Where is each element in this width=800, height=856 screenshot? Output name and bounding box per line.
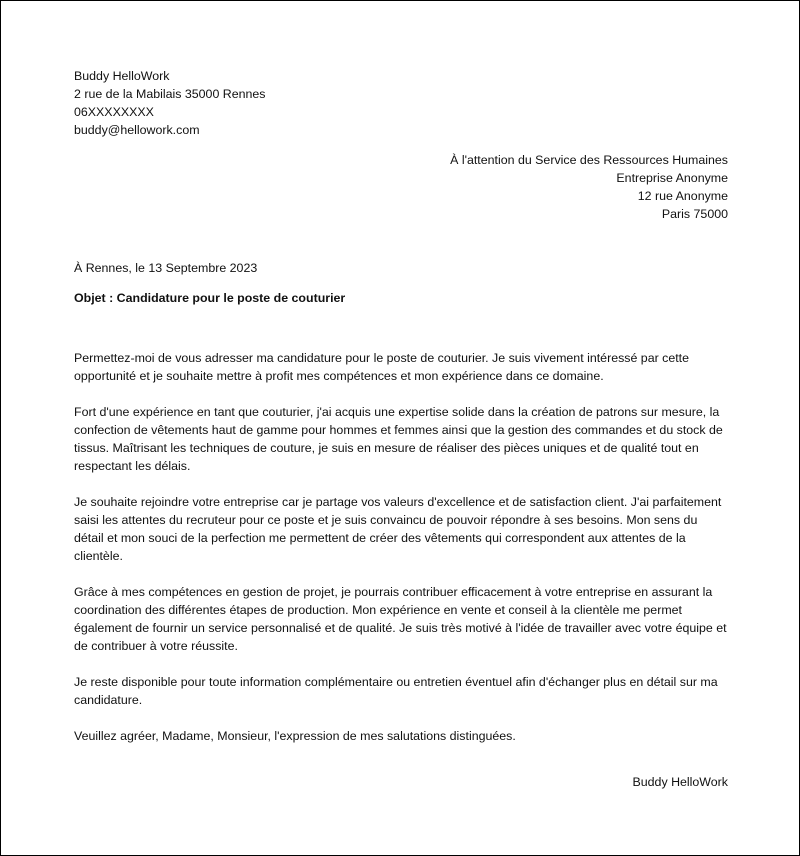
subject-line: Objet : Candidature pour le poste de couturier bbox=[74, 291, 346, 305]
paragraph: Permettez-moi de vous adresser ma candidature pour le poste de couturier. Je suis vivement intéressé par cette opportunité et je souhaite mettre à profit mes compétences et mon expérience dans ce domaine. bbox=[74, 351, 690, 383]
recipient-company: Entreprise Anonyme bbox=[616, 171, 728, 185]
signature: Buddy HelloWork bbox=[632, 775, 728, 789]
sender-name: Buddy HelloWork bbox=[74, 69, 170, 83]
paragraph: Veuillez agréer, Madame, Monsieur, l'expression de mes salutations distinguées. bbox=[74, 729, 516, 743]
recipient-attention: À l'attention du Service des Ressources Humaines bbox=[450, 153, 728, 167]
paragraph: Fort d'une expérience en tant que couturier, j'ai acquis une expertise solide dans la création de patrons sur mesure, la confection de vêtements haut de gamme pour hommes et femmes ainsi que la gestion des commandes et du stock de tissus. Maîtrisant les techniques de couture, je suis en mesure de réaliser des pièces uniques et de qualité tout en respectant les délais. bbox=[74, 405, 723, 473]
sender-phone: 06XXXXXXXX bbox=[74, 105, 154, 119]
letter-page bbox=[74, 67, 728, 791]
paragraph: Je reste disponible pour toute information complémentaire ou entretien éventuel afin d'échanger plus en détail sur ma candidature. bbox=[74, 675, 718, 707]
sender-address: 2 rue de la Mabilais 35000 Rennes bbox=[74, 87, 266, 101]
paragraph: Grâce à mes compétences en gestion de projet, je pourrais contribuer efficacement à votre entreprise en assurant la coordination des différentes étapes de production. Mon expérience en vente et conseil à la clientèle me permet également de fournir un service personnalisé et de qualité. Je suis très motivé à l'idée de travailler avec votre équipe et de contribuer à votre réussite. bbox=[74, 585, 727, 653]
recipient-city: Paris 75000 bbox=[661, 207, 728, 221]
sender-block bbox=[74, 67, 728, 139]
date-line: À Rennes, le 13 Septembre 2023 bbox=[74, 261, 258, 275]
sender-email: buddy@hellowork.com bbox=[74, 123, 200, 137]
paragraph: Je souhaite rejoindre votre entreprise car je partage vos valeurs d'excellence et de satisfaction client. J'ai parfaitement saisi les attentes du recruteur pour ce poste et je suis convaincu de pouvoir répondre à ses besoins. Mon sens du détail et mon souci de la perfection me permettent de créer des vêtements qui correspondent aux attentes de la clientèle. bbox=[74, 495, 722, 563]
letter-body bbox=[74, 349, 728, 745]
recipient-block bbox=[74, 151, 728, 223]
recipient-street: 12 rue Anonyme bbox=[637, 189, 728, 203]
